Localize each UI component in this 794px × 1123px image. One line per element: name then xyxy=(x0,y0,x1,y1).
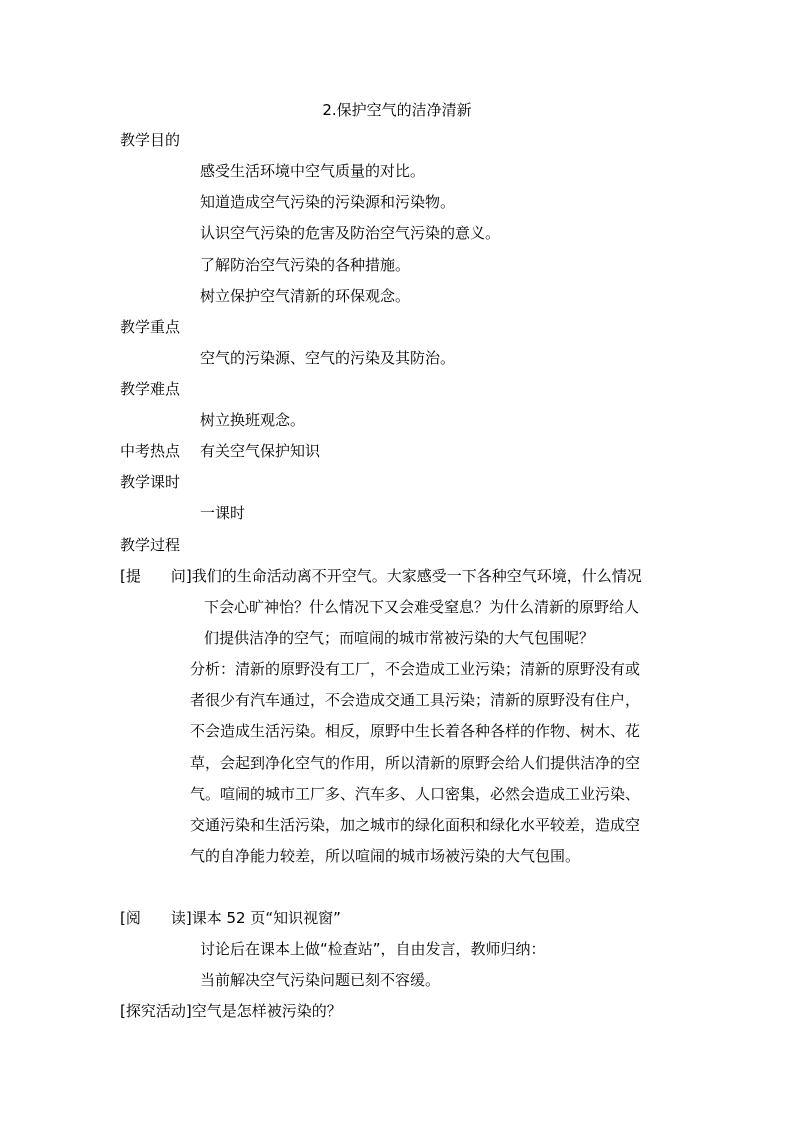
hours-heading: 教学课时 xyxy=(120,473,181,491)
page-title: 2.保护空气的洁净清新 xyxy=(322,101,472,119)
analysis-line: 不会造成生活污染。相反，原野中生长着各种各样的作物、树木、花 xyxy=(190,722,641,740)
read-tag-close: 读] xyxy=(170,909,192,927)
analysis-line: 气的自净能力较差，所以喧闹的城市场被污染的大气包围。 xyxy=(190,847,581,865)
question-line: 们提供洁净的空气；而喧闹的城市常被污染的大气包围呢？ xyxy=(204,629,595,647)
key-points-heading: 教学重点 xyxy=(120,318,181,336)
objectives-heading: 教学目的 xyxy=(120,131,181,149)
difficulties-text: 树立换班观念。 xyxy=(200,411,306,429)
key-points-text: 空气的污染源、空气的污染及其防治。 xyxy=(200,349,456,367)
process-heading: 教学过程 xyxy=(120,536,181,554)
explore-tag: [探究活动] xyxy=(120,1002,192,1020)
analysis-line: 交通污染和生活污染，加之城市的绿化面积和绿化水平较差，造成空 xyxy=(190,816,641,834)
difficulties-heading: 教学难点 xyxy=(120,380,181,398)
read-line: 当前解决空气污染问题已刻不容缓。 xyxy=(200,971,441,989)
question-tag-close: 问] xyxy=(170,567,192,585)
objective-item: 了解防治空气污染的各种措施。 xyxy=(200,256,411,274)
objective-item: 认识空气污染的危害及防治空气污染的意义。 xyxy=(200,224,501,242)
objective-item: 知道造成空气污染的污染源和污染物。 xyxy=(200,193,456,211)
hot-topic-heading: 中考热点 xyxy=(120,442,181,460)
read-line: 讨论后在课本上做“检查站”，自由发言，教师归纳： xyxy=(200,940,546,958)
objective-item: 感受生活环境中空气质量的对比。 xyxy=(200,162,426,180)
question-paragraph-first-line xyxy=(120,566,642,586)
analysis-line: 草，会起到净化空气的作用，所以清新的原野会给人们提供洁净的空 xyxy=(190,754,641,772)
analysis-line: 分析：清新的原野没有工厂，不会造成工业污染；清新的原野没有或 xyxy=(190,660,641,678)
analysis-line: 者很少有汽车通过，不会造成交通工具污染；清新的原野没有住户， xyxy=(190,691,641,709)
explore-text: 空气是怎样被污染的？ xyxy=(191,1002,342,1020)
question-line: 下会心旷神怡？什么情况下又会难受窒息？为什么清新的原野给人 xyxy=(204,598,640,616)
read-paragraph-first-line xyxy=(120,908,341,928)
read-tag-open: [阅 xyxy=(120,909,141,927)
hours-text: 一课时 xyxy=(200,504,246,522)
explore-paragraph xyxy=(120,1001,342,1021)
analysis-line: 气。喧闹的城市工厂多、汽车多、人口密集，必然会造成工业污染、 xyxy=(190,785,641,803)
hot-topic-text: 有关空气保护知识 xyxy=(200,442,321,460)
question-line: 我们的生命活动离不开空气。大家感受一下各种空气环境，什么情况 xyxy=(191,567,642,585)
objective-item: 树立保护空气清新的环保观念。 xyxy=(200,287,411,305)
read-text: 课本 52 页“知识视窗” xyxy=(191,909,341,927)
question-tag-open: [提 xyxy=(120,567,141,585)
